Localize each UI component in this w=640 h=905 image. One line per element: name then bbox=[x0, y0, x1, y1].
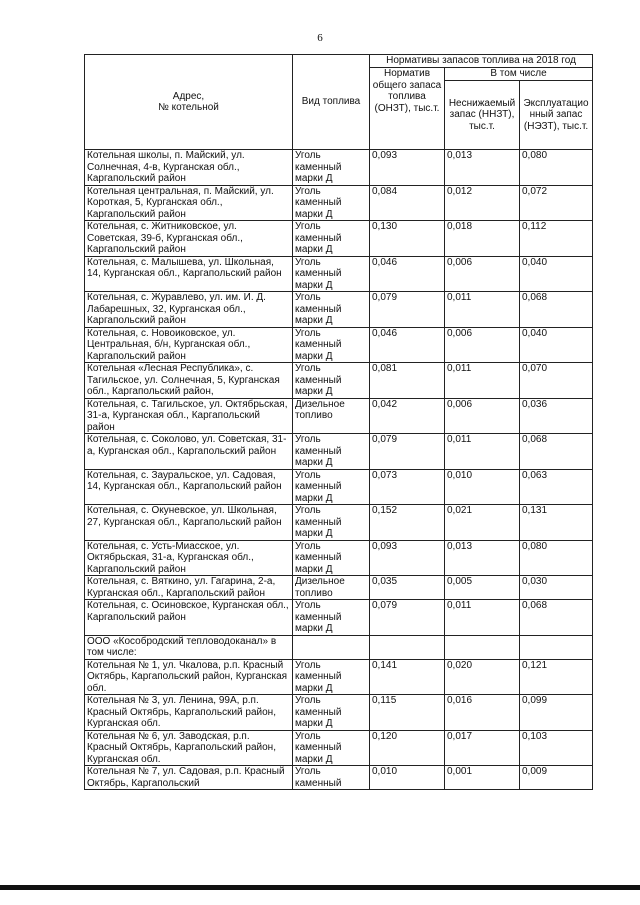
nnzt-cell: 0,006 bbox=[445, 256, 520, 292]
table-row bbox=[85, 600, 593, 636]
boiler-address-cell: Котельная, с. Новоиковское, ул. Центральная, б/н, Курганская обл., Каргапольский район bbox=[85, 327, 293, 363]
table-row bbox=[85, 327, 593, 363]
nezt-cell: 0,072 bbox=[520, 185, 593, 221]
total-reserve-cell: 0,079 bbox=[370, 292, 445, 328]
table-row bbox=[85, 292, 593, 328]
including-header: В том числе bbox=[445, 68, 593, 81]
fuel-type-cell: Уголь каменный марки Д bbox=[293, 327, 370, 363]
table-row bbox=[85, 695, 593, 731]
total-reserve-cell: 0,115 bbox=[370, 695, 445, 731]
nezt-column-header: Эксплуатацио нный запас (НЭЗТ), тыс.т. bbox=[520, 81, 593, 150]
boiler-address-cell: ООО «Кособродский тепловодоканал» в том числе: bbox=[85, 635, 293, 659]
nnzt-cell: 0,020 bbox=[445, 659, 520, 695]
total-reserve-cell: 0,081 bbox=[370, 363, 445, 399]
nnzt-cell: 0,011 bbox=[445, 434, 520, 470]
table-row bbox=[85, 576, 593, 600]
boiler-address-cell: Котельная школы, п. Майский, ул. Солнечная, 4-в, Курганская обл., Каргапольский район bbox=[85, 150, 293, 186]
fuel-type-cell: Уголь каменный марки Д bbox=[293, 505, 370, 541]
table-body bbox=[85, 150, 593, 790]
total-reserve-cell: 0,141 bbox=[370, 659, 445, 695]
table-row bbox=[85, 150, 593, 186]
boiler-address-cell: Котельная, с. Вяткино, ул. Гагарина, 2-а, Курганская обл., Каргапольский район bbox=[85, 576, 293, 600]
boiler-address-cell: Котельная, с. Окуневское, ул. Школьная, 27, Курганская обл., Каргапольский район bbox=[85, 505, 293, 541]
nezt-cell: 0,070 bbox=[520, 363, 593, 399]
nezt-cell: 0,099 bbox=[520, 695, 593, 731]
total-reserve-cell: 0,130 bbox=[370, 221, 445, 257]
total-reserve-cell: 0,093 bbox=[370, 150, 445, 186]
table-row bbox=[85, 398, 593, 434]
table-row bbox=[85, 256, 593, 292]
boiler-address-cell: Котельная № 1, ул. Чкалова, р.п. Красный Октябрь, Каргапольский район, Курганская обл. bbox=[85, 659, 293, 695]
nezt-cell: 0,131 bbox=[520, 505, 593, 541]
nezt-cell bbox=[520, 635, 593, 659]
table-row bbox=[85, 505, 593, 541]
nezt-cell: 0,068 bbox=[520, 434, 593, 470]
table-row bbox=[85, 659, 593, 695]
nnzt-cell: 0,006 bbox=[445, 327, 520, 363]
boiler-address-cell: Котельная, с. Соколово, ул. Советская, 31-а, Курганская обл., Каргапольский район bbox=[85, 434, 293, 470]
nnzt-cell: 0,017 bbox=[445, 730, 520, 766]
fuel-type-cell bbox=[293, 635, 370, 659]
table-row bbox=[85, 185, 593, 221]
nnzt-cell: 0,011 bbox=[445, 363, 520, 399]
nnzt-cell bbox=[445, 635, 520, 659]
fuel-type-cell: Уголь каменный марки Д bbox=[293, 659, 370, 695]
total-reserve-cell: 0,120 bbox=[370, 730, 445, 766]
nnzt-cell: 0,005 bbox=[445, 576, 520, 600]
address-column-header: Адрес, № котельной bbox=[85, 55, 293, 150]
fuel-type-cell: Уголь каменный марки Д bbox=[293, 434, 370, 470]
nnzt-cell: 0,013 bbox=[445, 150, 520, 186]
norms-title-header: Нормативы запасов топлива на 2018 год bbox=[370, 55, 593, 68]
fuel-type-column-header: Вид топлива bbox=[293, 55, 370, 150]
table-row bbox=[85, 540, 593, 576]
fuel-type-cell: Уголь каменный марки Д bbox=[293, 150, 370, 186]
nnzt-column-header: Неснижаемый запас (ННЗТ), тыс.т. bbox=[445, 81, 520, 150]
fuel-type-cell: Уголь каменный марки Д bbox=[293, 695, 370, 731]
boiler-address-cell: Котельная «Лесная Республика», с. Тагильское, ул. Солнечная, 5, Курганская обл., Каргапольский район, bbox=[85, 363, 293, 399]
boiler-address-cell: Котельная, с. Зауральское, ул. Садовая, 14, Курганская обл., Каргапольский район bbox=[85, 469, 293, 505]
boiler-address-cell: Котельная, с. Осиновское, Курганская обл., Каргапольский район bbox=[85, 600, 293, 636]
nnzt-cell: 0,018 bbox=[445, 221, 520, 257]
total-reserve-cell: 0,084 bbox=[370, 185, 445, 221]
table-row bbox=[85, 730, 593, 766]
boiler-address-cell: Котельная центральная, п. Майский, ул. Короткая, 5, Курганская обл., Каргапольский район bbox=[85, 185, 293, 221]
nezt-cell: 0,080 bbox=[520, 150, 593, 186]
boiler-address-cell: Котельная № 6, ул. Заводская, р.п. Красный Октябрь, Каргапольский район, Курганская обл. bbox=[85, 730, 293, 766]
total-reserve-cell: 0,035 bbox=[370, 576, 445, 600]
boiler-address-cell: Котельная, с. Тагильское, ул. Октябрьская, 31-а, Курганская обл., Каргапольский район bbox=[85, 398, 293, 434]
total-reserve-cell: 0,152 bbox=[370, 505, 445, 541]
bottom-border-line bbox=[0, 885, 640, 890]
fuel-type-cell: Уголь каменный марки Д bbox=[293, 292, 370, 328]
nnzt-cell: 0,011 bbox=[445, 292, 520, 328]
fuel-norms-table bbox=[84, 54, 593, 790]
nnzt-cell: 0,001 bbox=[445, 766, 520, 790]
fuel-type-cell: Уголь каменный bbox=[293, 766, 370, 790]
total-reserve-cell: 0,010 bbox=[370, 766, 445, 790]
total-reserve-cell: 0,046 bbox=[370, 256, 445, 292]
boiler-address-cell: Котельная, с. Журавлево, ул. им. И. Д. Лабарешных, 32, Курганская обл., Каргапольский район bbox=[85, 292, 293, 328]
boiler-address-cell: Котельная, с. Малышева, ул. Школьная, 14, Курганская обл., Каргапольский район bbox=[85, 256, 293, 292]
nezt-cell: 0,103 bbox=[520, 730, 593, 766]
nezt-cell: 0,121 bbox=[520, 659, 593, 695]
nnzt-cell: 0,010 bbox=[445, 469, 520, 505]
nezt-cell: 0,068 bbox=[520, 600, 593, 636]
page-number: 6 bbox=[317, 32, 323, 44]
organization-row bbox=[85, 635, 593, 659]
fuel-type-cell: Уголь каменный марки Д bbox=[293, 185, 370, 221]
fuel-type-cell: Дизельное топливо bbox=[293, 576, 370, 600]
fuel-type-cell: Уголь каменный марки Д bbox=[293, 221, 370, 257]
nezt-cell: 0,036 bbox=[520, 398, 593, 434]
nnzt-cell: 0,021 bbox=[445, 505, 520, 541]
nezt-cell: 0,030 bbox=[520, 576, 593, 600]
table-row bbox=[85, 221, 593, 257]
table-row bbox=[85, 434, 593, 470]
nnzt-cell: 0,012 bbox=[445, 185, 520, 221]
fuel-type-cell: Уголь каменный марки Д bbox=[293, 600, 370, 636]
fuel-type-cell: Уголь каменный марки Д bbox=[293, 363, 370, 399]
nezt-cell: 0,063 bbox=[520, 469, 593, 505]
table-row bbox=[85, 469, 593, 505]
total-reserve-cell bbox=[370, 635, 445, 659]
nnzt-cell: 0,011 bbox=[445, 600, 520, 636]
boiler-address-cell: Котельная № 7, ул. Садовая, р.п. Красный Октябрь, Каргапольский bbox=[85, 766, 293, 790]
nezt-cell: 0,080 bbox=[520, 540, 593, 576]
boiler-address-cell: Котельная № 3, ул. Ленина, 99А, р.п. Красный Октябрь, Каргапольский район, Курганская обл. bbox=[85, 695, 293, 731]
total-reserve-cell: 0,079 bbox=[370, 600, 445, 636]
nezt-cell: 0,040 bbox=[520, 256, 593, 292]
nezt-cell: 0,068 bbox=[520, 292, 593, 328]
nnzt-cell: 0,006 bbox=[445, 398, 520, 434]
total-reserve-cell: 0,073 bbox=[370, 469, 445, 505]
nnzt-cell: 0,013 bbox=[445, 540, 520, 576]
nezt-cell: 0,112 bbox=[520, 221, 593, 257]
nezt-cell: 0,040 bbox=[520, 327, 593, 363]
total-reserve-cell: 0,093 bbox=[370, 540, 445, 576]
table-row bbox=[85, 363, 593, 399]
fuel-type-cell: Уголь каменный марки Д bbox=[293, 730, 370, 766]
fuel-type-cell: Уголь каменный марки Д bbox=[293, 256, 370, 292]
fuel-type-cell: Уголь каменный марки Д bbox=[293, 540, 370, 576]
fuel-type-cell: Уголь каменный марки Д bbox=[293, 469, 370, 505]
boiler-address-cell: Котельная, с. Усть-Миасское, ул. Октябрьская, 31-а, Курганская обл., Каргапольский район bbox=[85, 540, 293, 576]
total-reserve-cell: 0,079 bbox=[370, 434, 445, 470]
nezt-cell: 0,009 bbox=[520, 766, 593, 790]
total-reserve-cell: 0,042 bbox=[370, 398, 445, 434]
table-header bbox=[85, 55, 593, 150]
boiler-address-cell: Котельная, с. Житниковское, ул. Советская, 39-б, Курганская обл., Каргапольский район bbox=[85, 221, 293, 257]
total-reserve-cell: 0,046 bbox=[370, 327, 445, 363]
fuel-type-cell: Дизельное топливо bbox=[293, 398, 370, 434]
nnzt-cell: 0,016 bbox=[445, 695, 520, 731]
total-reserve-column-header: Норматив общего запаса топлива (ОНЗТ), тыс.т. bbox=[370, 68, 445, 150]
table-row bbox=[85, 766, 593, 790]
